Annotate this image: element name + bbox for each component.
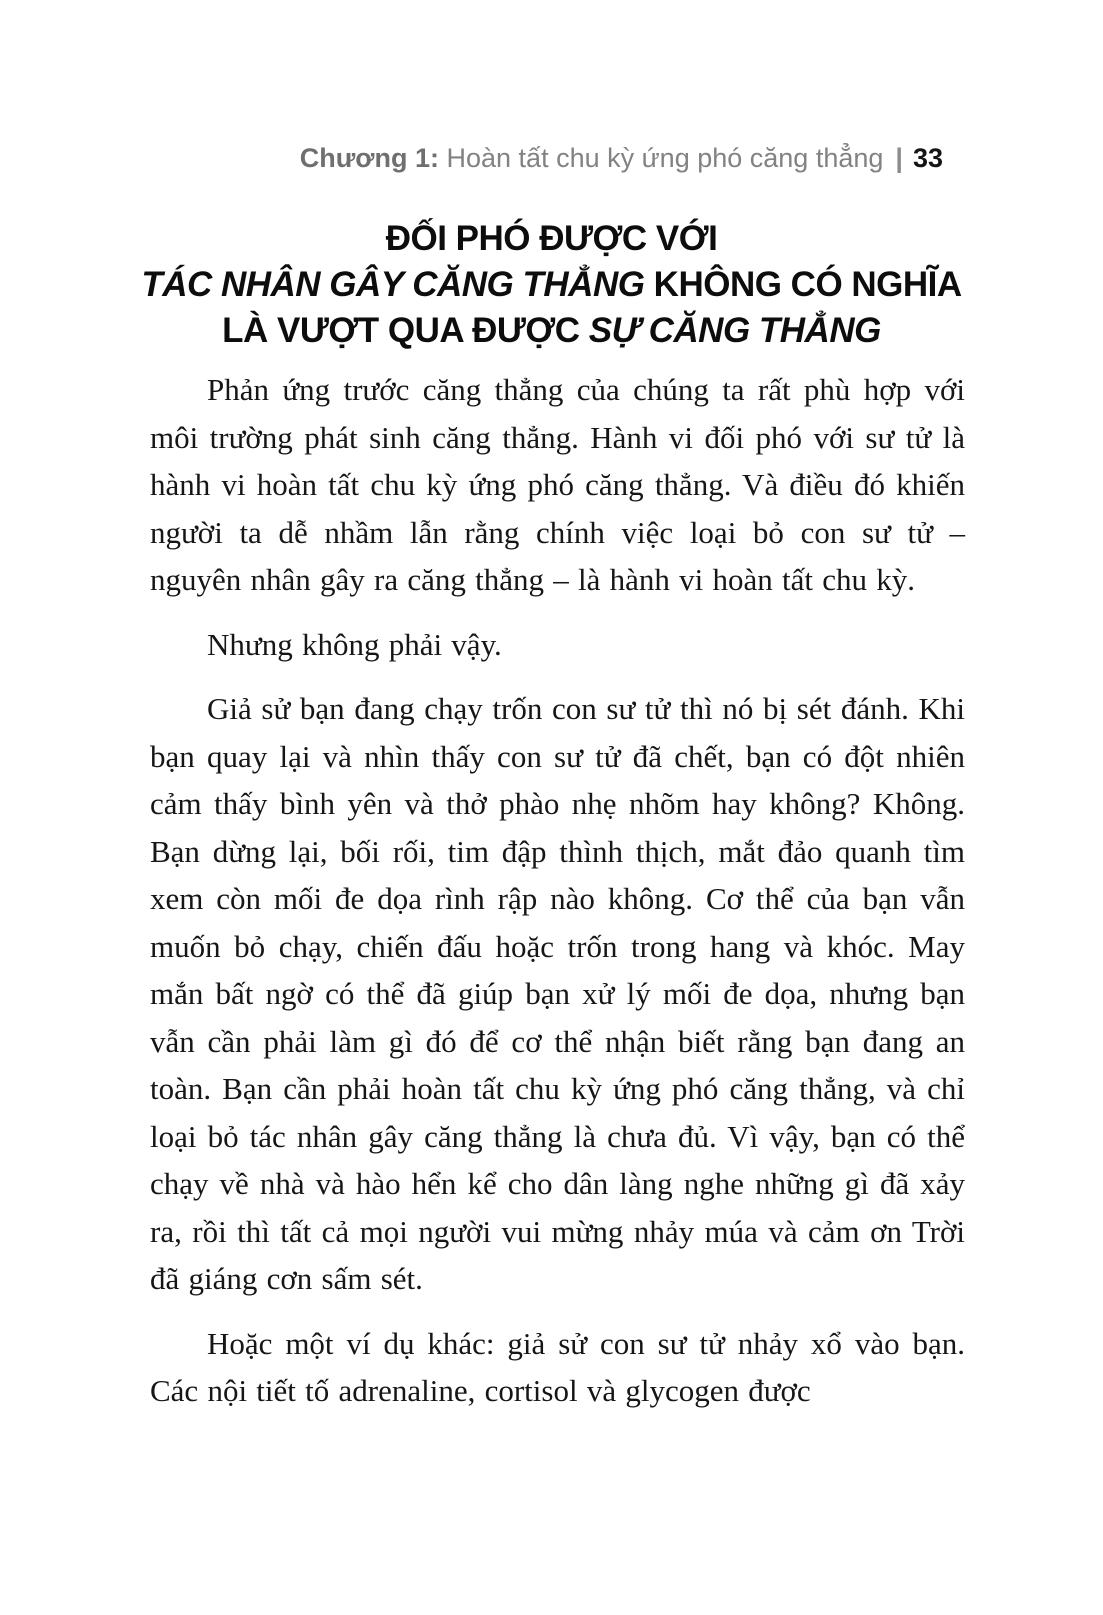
title-line-2-regular: KHÔNG CÓ NGHĨA: [644, 265, 962, 304]
section-title: [70, 216, 1033, 354]
chapter-label: Chương 1:: [299, 143, 439, 173]
chapter-title: Hoàn tất chu kỳ ứng phó căng thẳng: [439, 143, 884, 173]
paragraph-3: Giả sử bạn đang chạy trốn con sư tử thì nó bị sét đánh. Khi bạn quay lại và nhìn thấy con sư tử đã chết, bạn có đột nhiên cảm thấy bình yên và thở phào nhẹ nhõm hay không? Không. Bạn dừng lại, bối rối, tim đập thình thịch, mắt đảo quanh tìm xem còn mối đe dọa rình rập nào không. Cơ thể của bạn vẫn muốn bỏ chạy, chiến đấu hoặc trốn trong hang và khóc. May mắn bất ngờ có thể đã giúp bạn xử lý mối đe dọa, nhưng bạn vẫn cần phải làm gì đó để cơ thể nhận biết rằng bạn đang an toàn. Bạn cần phải hoàn tất chu kỳ ứng phó căng thẳng, và chỉ loại bỏ tác nhân gây căng thẳng là chưa đủ. Vì vậy, bạn có thể chạy về nhà và hào hển kể cho dân làng nghe những gì đã xảy ra, rồi thì tất cả mọi người vui mừng nhảy múa và cảm ơn Trời đã giáng cơn sấm sét.: [150, 691, 965, 1296]
title-line-2-italic: TÁC NHÂN GÂY CĂNG THẲNG: [141, 265, 645, 304]
header-separator: |: [895, 143, 903, 173]
title-line-3-italic: SỰ CĂNG THẲNG: [588, 311, 881, 350]
title-line-3-regular: LÀ VƯỢT QUA ĐƯỢC: [222, 311, 589, 350]
paragraph-4: Hoặc một ví dụ khác: giả sử con sư tử nhảy xổ vào bạn. Các nội tiết tố adrenaline, cortisol và glycogen được: [150, 1325, 965, 1408]
page-number: 33: [912, 143, 943, 173]
title-line-3: [222, 311, 881, 350]
title-line-2: [141, 265, 961, 304]
title-line-1: ĐỐI PHÓ ĐƯỢC VỚI: [385, 219, 718, 258]
paragraph-2: Nhưng không phải vậy.: [207, 626, 502, 662]
running-header: [300, 141, 943, 175]
body-text: [150, 366, 965, 1432]
paragraph-1: Phản ứng trước căng thẳng của chúng ta rất phù hợp với môi trường phát sinh căng thẳng. Hành vi đối phó với sư tử là hành vi hoàn tất chu kỳ ứng phó căng thẳng. Và điều đó khiến người ta dễ nhầm lẫn rằng chính việc loại bỏ con sư tử – nguyên nhân gây ra căng thẳng – là hành vi hoàn tất chu kỳ.: [150, 372, 965, 597]
